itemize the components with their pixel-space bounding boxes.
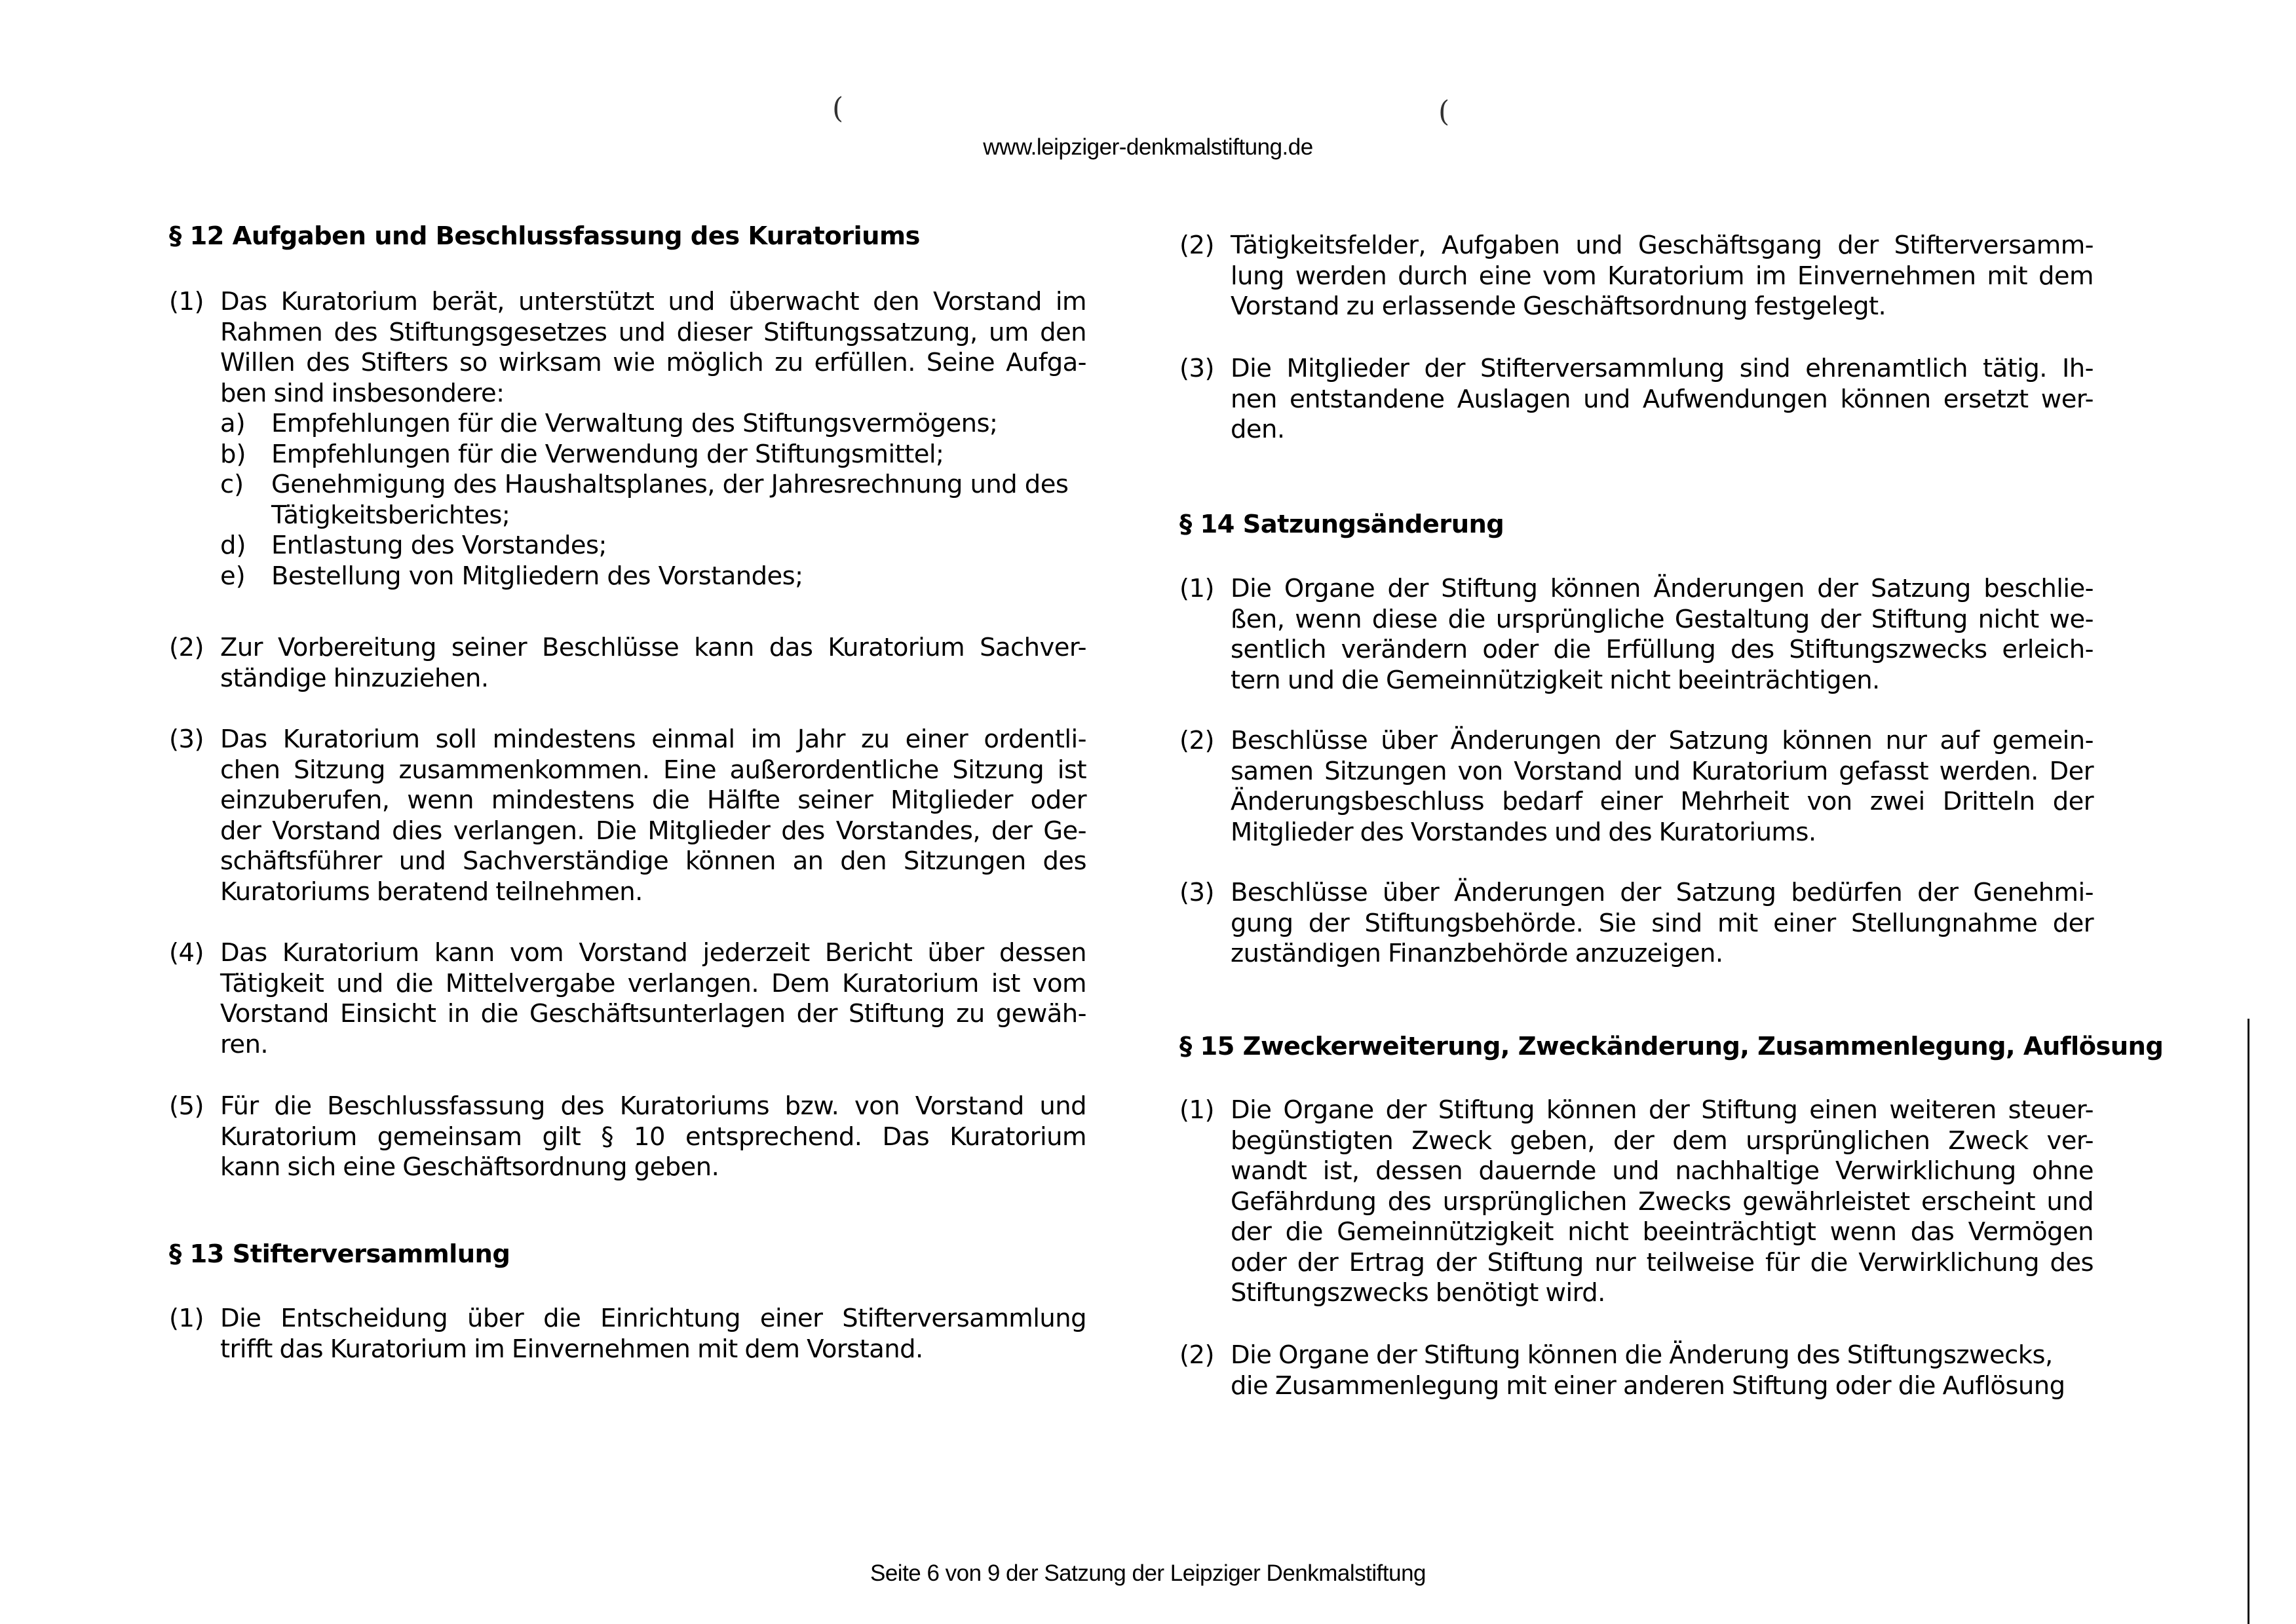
section-13-paragraph-3: (3) Die Mitglieder der Stifterversammlung sind ehrenamtlich tätig. Ih- nen entstandene Auslagen und Aufwendungen können ersetzt wer- den. bbox=[1179, 354, 2094, 444]
section-15-paragraph-2: (2) Die Organe der Stiftung können die Änderung des Stiftungszwecks, die Zusammenlegung mit einer anderen Stiftung oder die Auflösung bbox=[1179, 1340, 2065, 1401]
scan-mark-left: ( bbox=[832, 92, 844, 125]
paragraph-text: Das Kuratorium berät, unterstützt und überwacht den Vorstand im Rahmen des Stiftungsgesetzes und dieser Stiftungssatzung, um den Willen des Stifters so wirksam wie möglich zu erfüllen. Seine Aufga- ben sind insbesondere: bbox=[220, 287, 1086, 408]
section-14-title: § 14 Satzungsänderung bbox=[1179, 510, 1504, 539]
task-list-item: b) Empfehlungen für die Verwendung der Stiftungsmittel; bbox=[220, 439, 944, 469]
section-13-title: § 13 Stifterversammlung bbox=[169, 1239, 510, 1269]
scan-mark-right: ( bbox=[1438, 95, 1450, 128]
page-footer: Seite 6 von 9 der Satzung der Leipziger Denkmalstiftung bbox=[870, 1560, 1426, 1586]
section-13-paragraph-1: (1) Die Entscheidung über die Einrichtung einer Stifterversammlung trifft das Kuratorium im Einvernehmen mit dem Vorstand. bbox=[169, 1304, 1086, 1364]
section-14-paragraph-3: (3) Beschlüsse über Änderungen der Satzung bedürfen der Genehmi- gung der Stiftungsbehörde. Sie sind mit einer Stellungnahme der zuständigen Finanzbehörde anzuzeigen. bbox=[1179, 878, 2094, 968]
section-12-title: § 12 Aufgaben und Beschlussfassung des Kuratoriums bbox=[169, 221, 920, 251]
task-list bbox=[220, 409, 1086, 592]
section-12-paragraph-4: (4) Das Kuratorium kann vom Vorstand jederzeit Bericht über dessen Tätigkeit und die Mittelvergabe verlangen. Dem Kuratorium ist vom Vorstand Einsicht in die Geschäftsunterlagen der Stiftung zu gewäh- ren. bbox=[169, 938, 1086, 1059]
section-14-paragraph-2: (2) Beschlüsse über Änderungen der Satzung können nur auf gemein- samen Sitzungen von Vorstand und Kuratorium gefasst werden. Der Änderungsbeschluss bedarf einer Mehrheit von zwei Dritteln der Mitglieder des Vorstandes und des Kuratoriums. bbox=[1179, 726, 2094, 847]
task-list-item: d) Entlastung des Vorstandes; bbox=[220, 531, 607, 560]
header-url[interactable]: www.leipziger-denkmalstiftung.de bbox=[983, 134, 1313, 160]
task-list-item: c) Genehmigung des Haushaltsplanes, der Jahresrechnung und des Tätigkeitsberichtes; bbox=[220, 470, 1069, 530]
section-12-paragraph-1 bbox=[169, 287, 1086, 592]
section-12-paragraph-3: (3) Das Kuratorium soll mindestens einmal im Jahr zu einer ordentli- chen Sitzung zusammenkommen. Eine außerordentliche Sitzung ist einzuberufen, wenn mindestens die Hälfte seiner Mitglieder oder der Vorstand dies verlangen. Die Mitglieder des Vorstandes, der Ge- schäftsführer und Sachverständige können an den Sitzungen des Kuratoriums beratend teilnehmen. bbox=[169, 725, 1086, 907]
section-14-paragraph-1: (1) Die Organe der Stiftung können Änderungen der Satzung beschlie- ßen, wenn diese die ursprüngliche Gestaltung der Stiftung nicht we- sentlich verändern oder die Erfüllung des Stiftungszwecks erleich- tern und die Gemeinnützigkeit nicht beeinträchtigen. bbox=[1179, 574, 2094, 695]
section-13-paragraph-2: (2) Tätigkeitsfelder, Aufgaben und Geschäftsgang der Stifterversamm- lung werden durch eine vom Kuratorium im Einvernehmen mit dem Vorstand zu erlassende Geschäftsordnung festgelegt. bbox=[1179, 231, 2094, 321]
section-15-paragraph-1: (1) Die Organe der Stiftung können der Stiftung einen weiteren steuer- begünstigten Zweck geben, der dem ursprünglichen Zweck ver- wandt ist, dessen dauernde und nachhaltige Verwirklichung ohne Gefährdung des ursprünglichen Zwecks gewährleistet erscheint und der die Gemeinnützigkeit nicht beeinträchtigt wenn das Vermögen oder der Ertrag der Stiftung nur teilweise für die Verwirklichung des Stiftungszwecks benötigt wird. bbox=[1179, 1095, 2094, 1308]
task-list-item: e) Bestellung von Mitgliedern des Vorstandes; bbox=[220, 561, 803, 591]
task-list-item: a) Empfehlungen für die Verwaltung des Stiftungsvermögens; bbox=[220, 409, 998, 438]
section-12-paragraph-5: (5) Für die Beschlussfassung des Kuratoriums bzw. von Vorstand und Kuratorium gemeinsam gilt § 10 entsprechend. Das Kuratorium kann sich eine Geschäftsordnung geben. bbox=[169, 1091, 1086, 1182]
section-12-paragraph-2: (2) Zur Vorbereitung seiner Beschlüsse kann das Kuratorium Sachver- ständige hinzuziehen. bbox=[169, 633, 1086, 693]
paragraph-number: (1) bbox=[169, 287, 204, 316]
scan-edge-line bbox=[2248, 1019, 2249, 1624]
section-15-title: § 15 Zweckerweiterung, Zweckänderung, Zusammenlegung, Auflösung bbox=[1179, 1032, 2164, 1061]
